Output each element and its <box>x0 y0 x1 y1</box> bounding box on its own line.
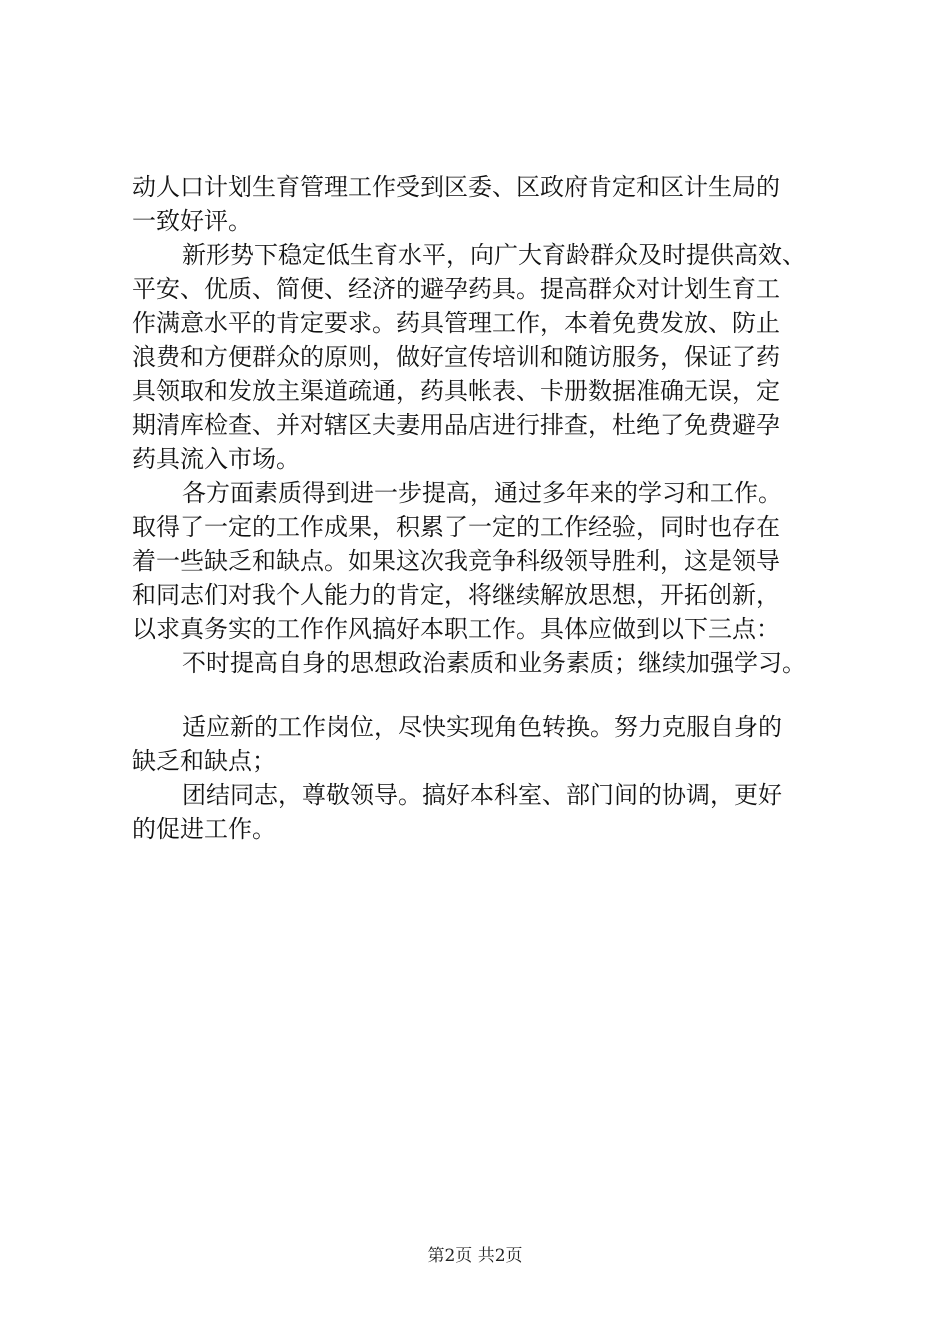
page-number-footer: 第2页 共2页 <box>427 1246 523 1266</box>
text-line: 缺乏和缺点； <box>132 747 276 775</box>
paragraph-2 <box>132 238 852 476</box>
text-line: 各方面素质得到进一步提高，通过多年来的学习和工作。 <box>182 479 782 507</box>
text-line: 药具流入市场。 <box>132 445 300 473</box>
text-line: 不时提高自身的思想政治素质和业务素质；继续加强学习。 <box>182 649 806 677</box>
text-line: 取得了一定的工作成果，积累了一定的工作经验，同时也存在 <box>132 513 780 541</box>
text-line: 的促进工作。 <box>132 815 276 843</box>
text-line: 团结同志，尊敬领导。搞好本科室、部门间的协调，更好 <box>182 781 782 809</box>
paragraph-3 <box>132 476 852 646</box>
text-line: 平安、优质、简便、经济的避孕药具。提高群众对计划生育工 <box>132 275 780 303</box>
paragraph-1 <box>132 170 852 238</box>
text-line: 以求真务实的工作作风搞好本职工作。具体应做到以下三点： <box>132 615 780 643</box>
text-line: 动人口计划生育管理工作受到区委、区政府肯定和区计生局的 <box>132 173 780 201</box>
text-line: 新形势下稳定低生育水平，向广大育龄群众及时提供高效、 <box>182 241 806 269</box>
text-line: 作满意水平的肯定要求。药具管理工作，本着免费发放、防止 <box>132 309 780 337</box>
document-body <box>132 170 852 846</box>
text-line: 浪费和方便群众的原则，做好宣传培训和随访服务，保证了药 <box>132 343 780 371</box>
text-line: 具领取和发放主渠道疏通，药具帐表、卡册数据准确无误，定 <box>132 377 780 405</box>
paragraph-5 <box>132 710 852 778</box>
text-line: 一致好评。 <box>132 207 252 235</box>
paragraph-4 <box>132 646 852 680</box>
paragraph-spacer <box>132 680 852 710</box>
text-line: 适应新的工作岗位，尽快实现角色转换。努力克服自身的 <box>182 713 782 741</box>
text-line: 期清库检查、并对辖区夫妻用品店进行排查，杜绝了免费避孕 <box>132 411 780 439</box>
text-line: 和同志们对我个人能力的肯定，将继续解放思想，开拓创新， <box>132 581 780 609</box>
paragraph-6 <box>132 778 852 846</box>
text-line: 着一些缺乏和缺点。如果这次我竞争科级领导胜利，这是领导 <box>132 547 780 575</box>
